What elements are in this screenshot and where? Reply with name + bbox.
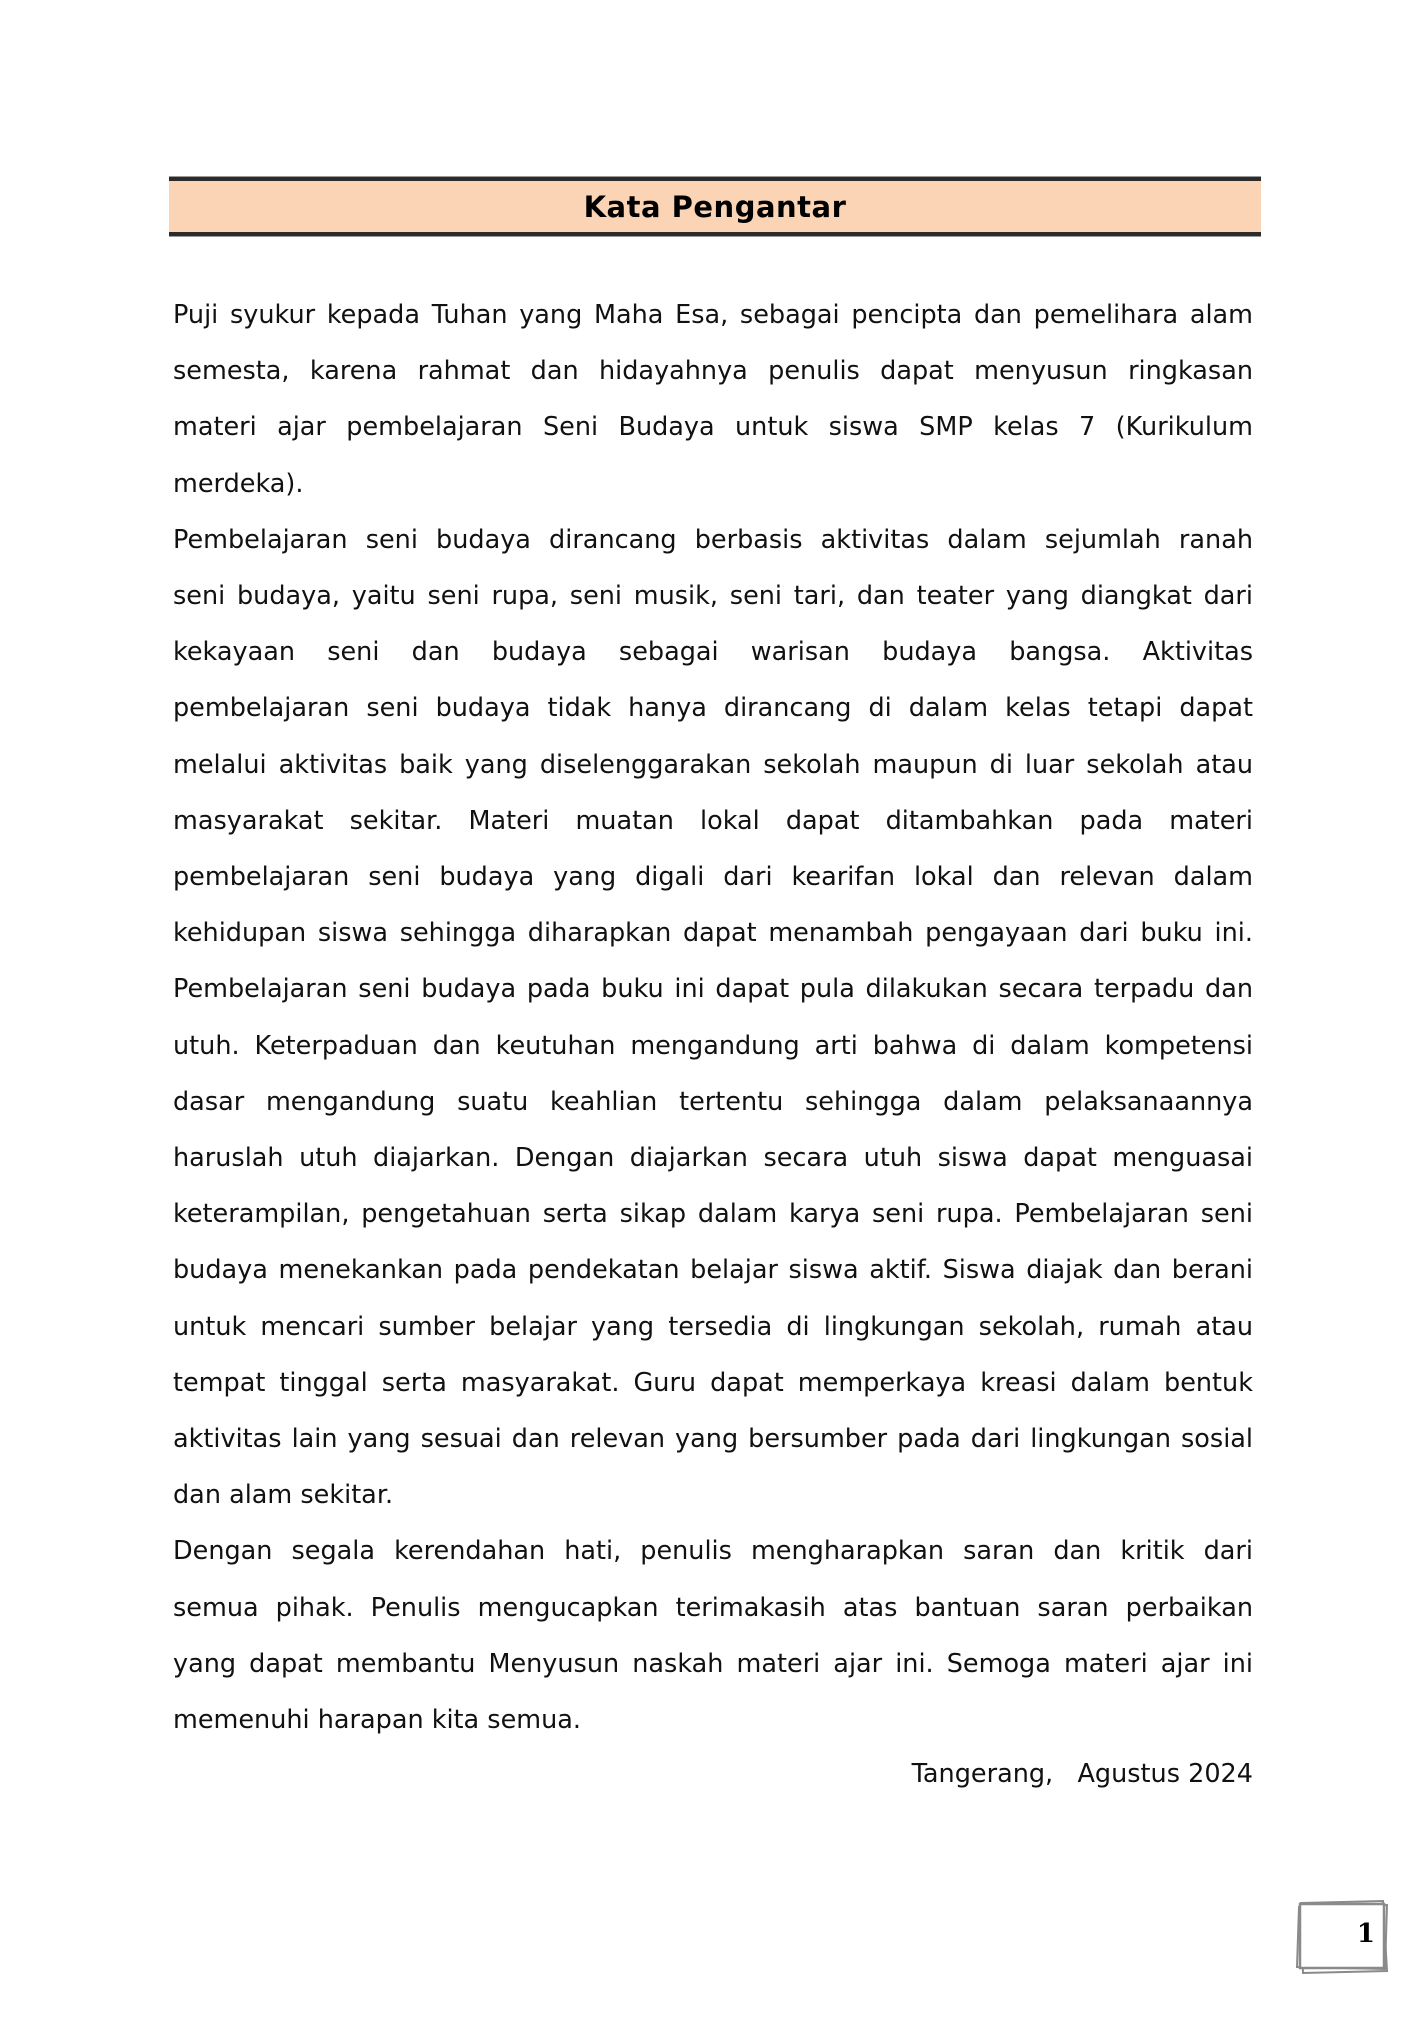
body-line bbox=[173, 576, 1253, 616]
body-line bbox=[173, 520, 1253, 560]
body-line: dan alam sekitar. bbox=[173, 1480, 394, 1511]
page-number-box bbox=[1293, 1895, 1393, 1977]
body-line bbox=[173, 688, 1253, 728]
place-date-signature: Tangerang, Agustus 2024 bbox=[911, 1759, 1253, 1789]
body-line bbox=[173, 295, 1253, 335]
body-line bbox=[173, 1419, 1253, 1459]
body-line bbox=[173, 857, 1253, 897]
body-line-text: keterampilan, pengetahuan serta sikap dalam karya seni rupa. Pembelajaran seni bbox=[173, 1199, 1253, 1230]
body-line-text: yang dapat membantu Menyusun naskah materi ajar ini. Semoga materi ajar ini bbox=[173, 1648, 1253, 1679]
body-line-text: untuk mencari sumber belajar yang tersedia di lingkungan sekolah, rumah atau bbox=[173, 1311, 1253, 1342]
body-line bbox=[173, 745, 1253, 785]
body-line bbox=[173, 1588, 1253, 1628]
body-line-text: tempat tinggal serta masyarakat. Guru dapat memperkaya kreasi dalam bentuk bbox=[173, 1367, 1253, 1398]
body-line bbox=[173, 1250, 1253, 1290]
body-line: merdeka). bbox=[173, 468, 304, 499]
body-line-text: Pembelajaran seni budaya pada buku ini dapat pula dilakukan secara terpadu dan bbox=[173, 974, 1253, 1005]
body-line bbox=[173, 1307, 1253, 1347]
body-line-text: masyarakat sekitar. Materi muatan lokal dapat ditambahkan pada materi bbox=[173, 805, 1253, 836]
body-line bbox=[173, 1363, 1253, 1403]
body-line bbox=[173, 1644, 1253, 1684]
body-line bbox=[173, 913, 1253, 953]
title-bar bbox=[169, 177, 1261, 236]
body-line-text: semua pihak. Penulis mengucapkan terimakasih atas bantuan saran perbaikan bbox=[173, 1592, 1253, 1623]
body-line-text: Dengan segala kerendahan hati, penulis mengharapkan saran dan kritik dari bbox=[173, 1536, 1253, 1567]
body-line-text: melalui aktivitas baik yang diselenggarakan sekolah maupun di luar sekolah atau bbox=[173, 749, 1253, 780]
page-number: 1 bbox=[1356, 1919, 1375, 1949]
body-line bbox=[173, 1082, 1253, 1122]
body-line-text: Puji syukur kepada Tuhan yang Maha Esa, sebagai pencipta dan pemelihara alam bbox=[173, 300, 1253, 330]
body-line-text: seni budaya, yaitu seni rupa, seni musik, seni tari, dan teater yang diangkat dari bbox=[173, 581, 1253, 611]
stacked-paper-icon bbox=[1293, 1895, 1393, 1977]
body-line-text: dasar mengandung suatu keahlian tertentu sehingga dalam pelaksanaannya bbox=[173, 1086, 1253, 1117]
body-line-text: aktivitas lain yang sesuai dan relevan yang bersumber pada dari lingkungan sosial bbox=[173, 1424, 1253, 1454]
body-line-text: utuh. Keterpaduan dan keutuhan mengandung arti bahwa di dalam kompetensi bbox=[173, 1030, 1253, 1061]
body-line-text: budaya menekankan pada pendekatan belajar siswa aktif. Siswa diajak dan berani bbox=[173, 1255, 1253, 1286]
body-line bbox=[173, 1531, 1253, 1571]
body-line bbox=[173, 1026, 1253, 1066]
body-line-text: semesta, karena rahmat dan hidayahnya penulis dapat menyusun ringkasan bbox=[173, 356, 1253, 387]
body-line-text: kekayaan seni dan budaya sebagai warisan budaya bangsa. Aktivitas bbox=[173, 637, 1253, 668]
body-line-text: Pembelajaran seni budaya dirancang berbasis aktivitas dalam sejumlah ranah bbox=[173, 524, 1253, 555]
body-line-text: materi ajar pembelajaran Seni Budaya untuk siswa SMP kelas 7 (Kurikulum bbox=[173, 412, 1253, 443]
body-line bbox=[173, 969, 1253, 1009]
page-title: Kata Pengantar bbox=[583, 190, 847, 224]
body-line: memenuhi harapan kita semua. bbox=[173, 1705, 581, 1735]
body-line-text: pembelajaran seni budaya tidak hanya dirancang di dalam kelas tetapi dapat bbox=[173, 693, 1253, 724]
body-line bbox=[173, 632, 1253, 672]
body-line-text: kehidupan siswa sehingga diharapkan dapat menambah pengayaan dari buku ini. bbox=[173, 918, 1253, 949]
body-line-text: haruslah utuh diajarkan. Dengan diajarkan secara utuh siswa dapat menguasai bbox=[173, 1143, 1253, 1173]
body-line-text: pembelajaran seni budaya yang digali dari kearifan lokal dan relevan dalam bbox=[173, 862, 1253, 892]
body-line bbox=[173, 351, 1253, 391]
body-line bbox=[173, 1194, 1253, 1234]
body-line bbox=[173, 407, 1253, 447]
body-line bbox=[173, 801, 1253, 841]
body-line bbox=[173, 1138, 1253, 1178]
